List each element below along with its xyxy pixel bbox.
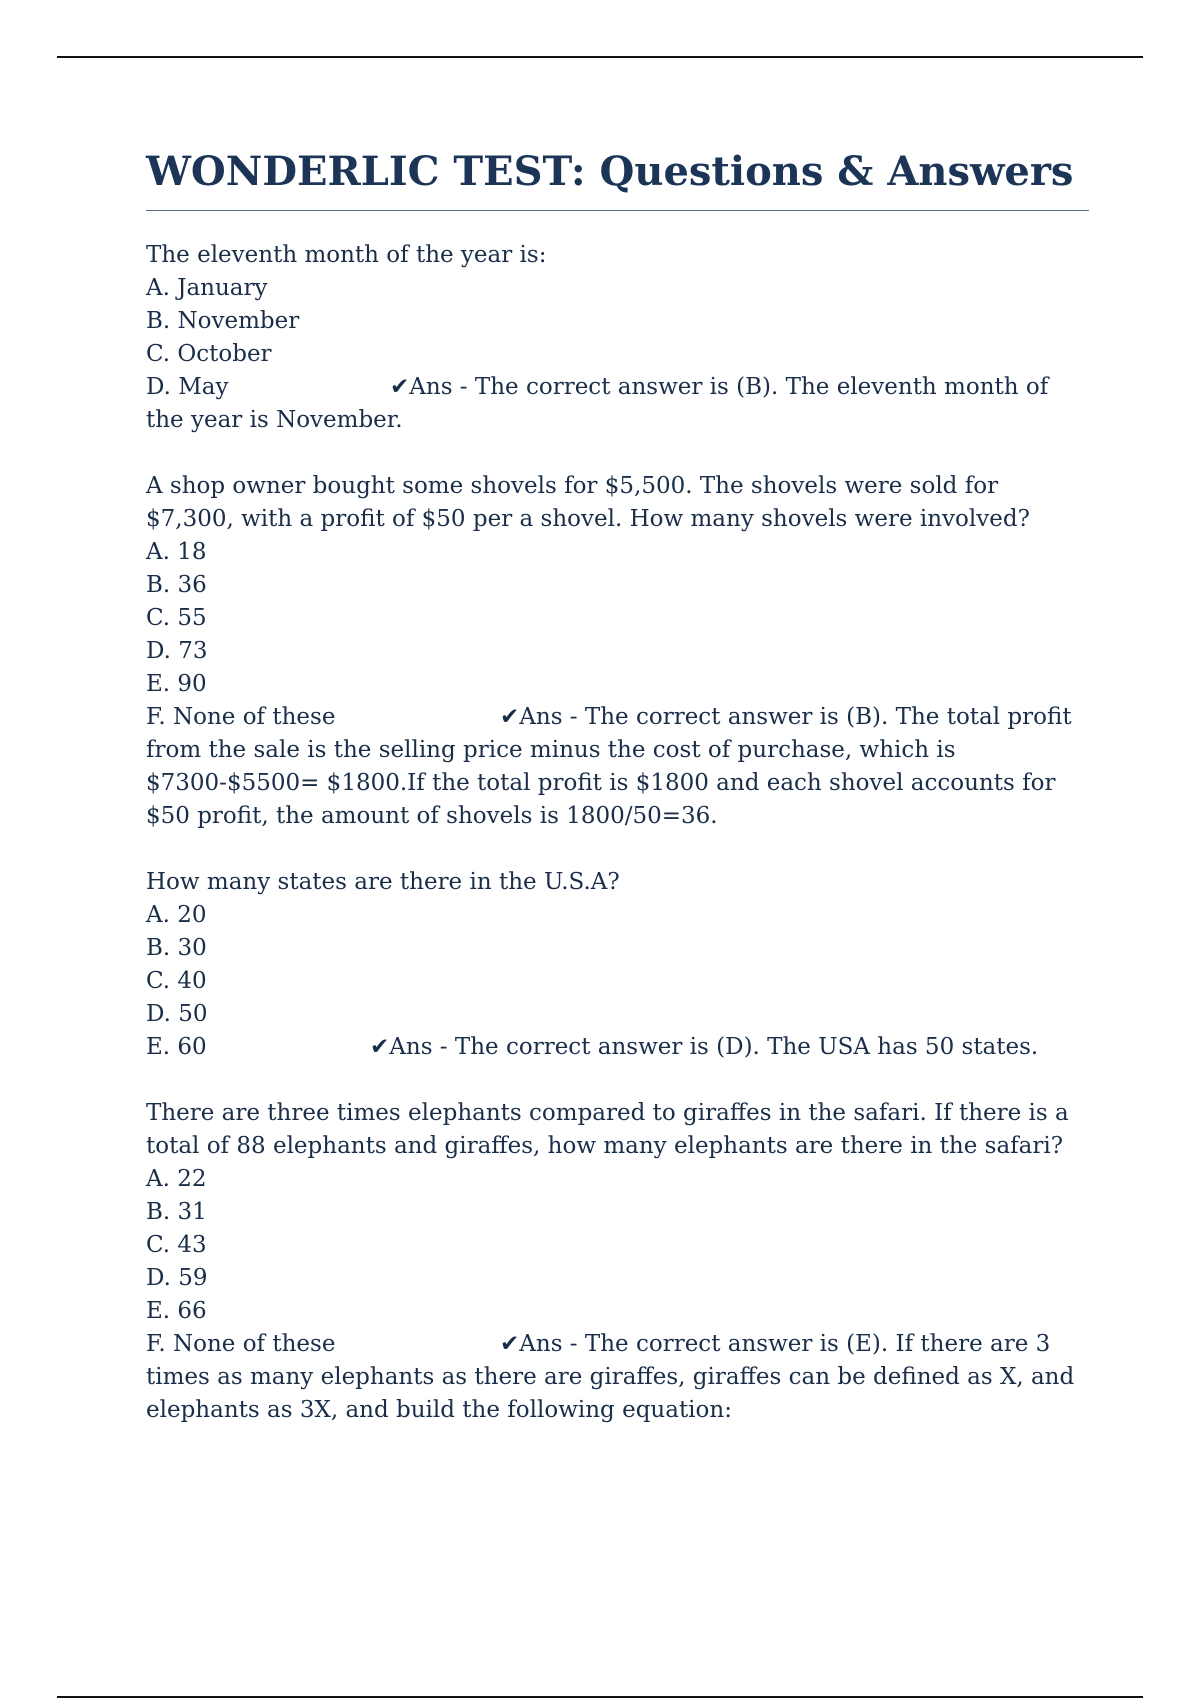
bottom-rule: [57, 1696, 1143, 1698]
option: F. None of these: [146, 704, 336, 730]
answer-text: The correct answer is (E). If there are 3 times as many elephants as there are giraffes, giraffes can be defined as X, and elephants as 3X, and build the following equation:: [146, 1331, 1075, 1423]
option: C. 55: [146, 605, 207, 631]
question-text: The eleventh month of the year is:: [146, 242, 547, 268]
answer-text: The correct answer is (B). The eleventh month of the year is November.: [146, 374, 1049, 433]
document-body: [146, 142, 1089, 1460]
answer-row: [146, 1031, 1089, 1064]
answer-prefix: ✔Ans -: [500, 704, 585, 730]
answer-text: The correct answer is (D). The USA has 50 states.: [454, 1034, 1039, 1060]
question-1: [146, 239, 1089, 437]
question-3: [146, 866, 1089, 1064]
option: C. 40: [146, 968, 207, 994]
question-text: How many states are there in the U.S.A?: [146, 869, 620, 895]
option: A. 18: [146, 539, 207, 565]
top-rule: [57, 56, 1143, 58]
answer-prefix: ✔Ans -: [500, 1331, 585, 1357]
option: B. 30: [146, 935, 207, 961]
question-2: [146, 470, 1089, 833]
option: D. 59: [146, 1265, 208, 1291]
option: E. 60: [146, 1034, 207, 1060]
question-4: [146, 1097, 1089, 1427]
option: A. 20: [146, 902, 207, 928]
option: C. 43: [146, 1232, 207, 1258]
answer-row: [146, 1328, 1089, 1427]
answer-prefix: ✔Ans -: [390, 374, 475, 400]
question-list: [146, 239, 1089, 1427]
option: B. November: [146, 308, 300, 334]
option: F. None of these: [146, 1331, 336, 1357]
question-text: A shop owner bought some shovels for $5,500. The shovels were sold for $7,300, with a profit of $50 per a shovel. How many shovels were involved?: [146, 473, 1030, 532]
answer-row: [146, 701, 1089, 833]
option: A. January: [146, 275, 268, 301]
option: D. 73: [146, 638, 208, 664]
option: C. October: [146, 341, 272, 367]
answer-prefix: ✔Ans -: [370, 1034, 455, 1060]
option: B. 36: [146, 572, 207, 598]
answer-row: [146, 371, 1089, 437]
question-text: There are three times elephants compared to giraffes in the safari. If there is a total of 88 elephants and giraffes, how many elephants are there in the safari?: [146, 1100, 1069, 1159]
page-title: WONDERLIC TEST: Questions & Answers: [146, 142, 1089, 211]
answer-text: The correct answer is (B). The total profit from the sale is the selling price minus the cost of purchase, which is $7300-$5500= $1800.If the total profit is $1800 and each shovel accounts for $50 profit, the amount of shovels is 1800/50=36.: [146, 704, 1072, 829]
option: D. 50: [146, 1001, 208, 1027]
option: E. 90: [146, 671, 207, 697]
option: D. May: [146, 374, 229, 400]
option: B. 31: [146, 1199, 207, 1225]
option: A. 22: [146, 1166, 207, 1192]
option: E. 66: [146, 1298, 207, 1324]
